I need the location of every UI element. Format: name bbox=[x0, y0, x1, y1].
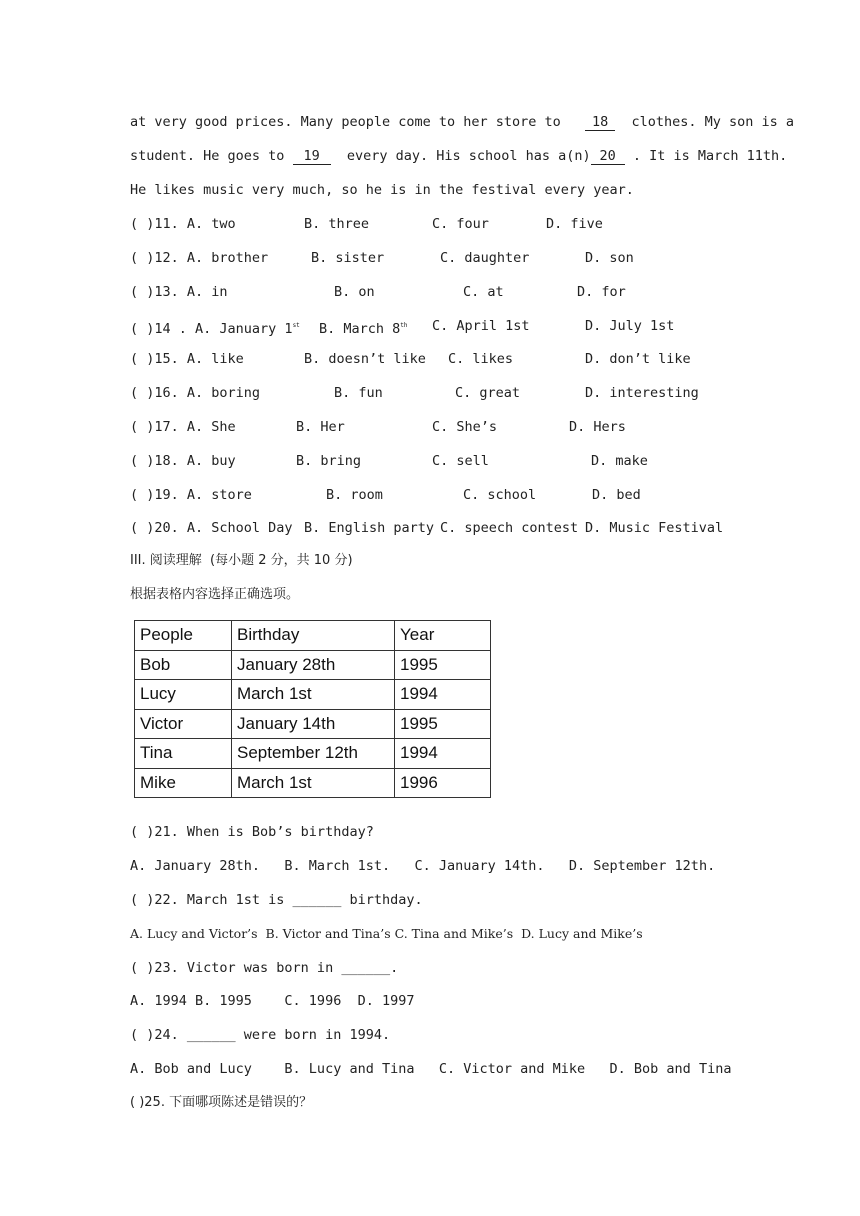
option-c: C. great bbox=[455, 385, 521, 401]
table-row bbox=[135, 768, 491, 798]
option-a-text: ( )14 . A. January 1 bbox=[130, 321, 293, 337]
question-23: ( )23. Victor was born in ______. bbox=[130, 960, 399, 976]
table-cell: Lucy bbox=[135, 680, 232, 710]
question-18 bbox=[130, 452, 750, 470]
question-14 bbox=[130, 317, 750, 335]
option-c: C. school bbox=[463, 487, 537, 503]
table-cell: 1995 bbox=[395, 650, 491, 680]
option-d: D. Hers bbox=[569, 419, 626, 435]
table-header-cell: People bbox=[135, 621, 232, 651]
option-a bbox=[130, 317, 300, 338]
question-20 bbox=[130, 519, 750, 537]
passage-line-2 bbox=[130, 147, 787, 165]
question-24-options: A. Bob and Lucy B. Lucy and Tina C. Victor and Mike D. Bob and Tina bbox=[130, 1061, 732, 1077]
table-header-cell: Birthday bbox=[232, 621, 395, 651]
ordinal-suffix: st bbox=[292, 322, 300, 329]
table-cell: 1994 bbox=[395, 739, 491, 769]
table-cell: 1995 bbox=[395, 709, 491, 739]
option-a: ( )11. A. two bbox=[130, 216, 236, 232]
option-d: D. don’t like bbox=[585, 351, 691, 367]
table-cell: 1996 bbox=[395, 768, 491, 798]
question-21: ( )21. When is Bob’s birthday? bbox=[130, 824, 374, 840]
question-17 bbox=[130, 418, 750, 436]
question-24: ( )24. ______ were born in 1994. bbox=[130, 1027, 391, 1043]
passage-text: every day. His school has a(n) bbox=[346, 148, 591, 164]
question-22-options: A. Lucy and Victor’s B. Victor and Tina’s C. Tina and Mike’s D. Lucy and Mike’s bbox=[130, 926, 643, 941]
table-cell: 1994 bbox=[395, 680, 491, 710]
option-b: B. doesn’t like bbox=[304, 351, 426, 367]
blank-20: 20 bbox=[591, 148, 625, 165]
table-header-row bbox=[135, 621, 491, 651]
option-c: C. four bbox=[432, 216, 489, 232]
option-a: ( )20. A. School Day bbox=[130, 520, 293, 536]
option-b: B. fun bbox=[334, 385, 383, 401]
birthday-table bbox=[134, 620, 491, 798]
option-d: D. interesting bbox=[585, 385, 699, 401]
table-cell: Mike bbox=[135, 768, 232, 798]
option-d: D. bed bbox=[592, 487, 641, 503]
table-row bbox=[135, 680, 491, 710]
option-c: C. She’s bbox=[432, 419, 498, 435]
option-d: D. Music Festival bbox=[585, 520, 724, 536]
option-a: ( )18. A. buy bbox=[130, 453, 236, 469]
table-cell: Tina bbox=[135, 739, 232, 769]
table-cell: September 12th bbox=[232, 739, 395, 769]
option-c: C. daughter bbox=[440, 250, 530, 266]
option-a: ( )15. A. like bbox=[130, 351, 244, 367]
blank-19: 19 bbox=[293, 148, 331, 165]
option-d: D. five bbox=[546, 216, 603, 232]
table-cell: March 1st bbox=[232, 680, 395, 710]
option-c: C. likes bbox=[448, 351, 514, 367]
option-c: C. sell bbox=[432, 453, 489, 469]
ordinal-suffix: th bbox=[400, 322, 408, 329]
question-23-options: A. 1994 B. 1995 C. 1996 D. 1997 bbox=[130, 993, 415, 1009]
section-heading: III. 阅读理解 (每小题 2 分，共 10 分) bbox=[130, 553, 353, 568]
table-row bbox=[135, 739, 491, 769]
option-a: ( )12. A. brother bbox=[130, 250, 269, 266]
table-cell: March 1st bbox=[232, 768, 395, 798]
option-c: C. April 1st bbox=[432, 318, 530, 334]
option-b: B. bring bbox=[296, 453, 362, 469]
section-instruction: 根据表格内容选择正确选项。 bbox=[130, 587, 300, 602]
passage-text: at very good prices. Many people come to her store to bbox=[130, 114, 561, 130]
question-15 bbox=[130, 350, 750, 368]
option-b: B. on bbox=[334, 284, 375, 300]
question-16 bbox=[130, 384, 750, 402]
blank-18: 18 bbox=[585, 114, 615, 131]
table-cell: Bob bbox=[135, 650, 232, 680]
table-cell: January 14th bbox=[232, 709, 395, 739]
option-b: B. room bbox=[326, 487, 383, 503]
passage-text: . It is March 11th. bbox=[632, 148, 788, 164]
option-b: B. sister bbox=[311, 250, 385, 266]
option-b-text: B. March 8 bbox=[319, 321, 401, 337]
option-a: ( )16. A. boring bbox=[130, 385, 261, 401]
option-c: C. speech contest bbox=[440, 520, 579, 536]
option-d: D. son bbox=[585, 250, 634, 266]
table-header-cell: Year bbox=[395, 621, 491, 651]
option-b: B. English party bbox=[304, 520, 435, 536]
option-c: C. at bbox=[463, 284, 504, 300]
option-d: D. for bbox=[577, 284, 626, 300]
table-row bbox=[135, 709, 491, 739]
passage-text: clothes. My son is a bbox=[631, 114, 794, 130]
passage-text: student. He goes to bbox=[130, 148, 285, 164]
question-11 bbox=[130, 215, 750, 233]
option-a: ( )13. A. in bbox=[130, 284, 228, 300]
question-19 bbox=[130, 486, 750, 504]
option-b: B. Her bbox=[296, 419, 345, 435]
table-row bbox=[135, 650, 491, 680]
table-cell: Victor bbox=[135, 709, 232, 739]
option-a: ( )19. A. store bbox=[130, 487, 252, 503]
question-25: ( )25. 下面哪项陈述是错误的？ bbox=[130, 1095, 313, 1110]
option-d: D. July 1st bbox=[585, 318, 675, 334]
option-a: ( )17. A. She bbox=[130, 419, 236, 435]
passage-line-1 bbox=[130, 113, 794, 131]
table-cell: January 28th bbox=[232, 650, 395, 680]
option-b bbox=[319, 317, 408, 338]
question-13 bbox=[130, 283, 750, 301]
question-22: ( )22. March 1st is ______ birthday. bbox=[130, 892, 423, 908]
question-21-options: A. January 28th. B. March 1st. C. January 14th. D. September 12th. bbox=[130, 858, 716, 874]
passage-line-3: He likes music very much, so he is in the festival every year. bbox=[130, 182, 634, 198]
question-12 bbox=[130, 249, 750, 267]
option-b: B. three bbox=[304, 216, 370, 232]
option-d: D. make bbox=[591, 453, 648, 469]
